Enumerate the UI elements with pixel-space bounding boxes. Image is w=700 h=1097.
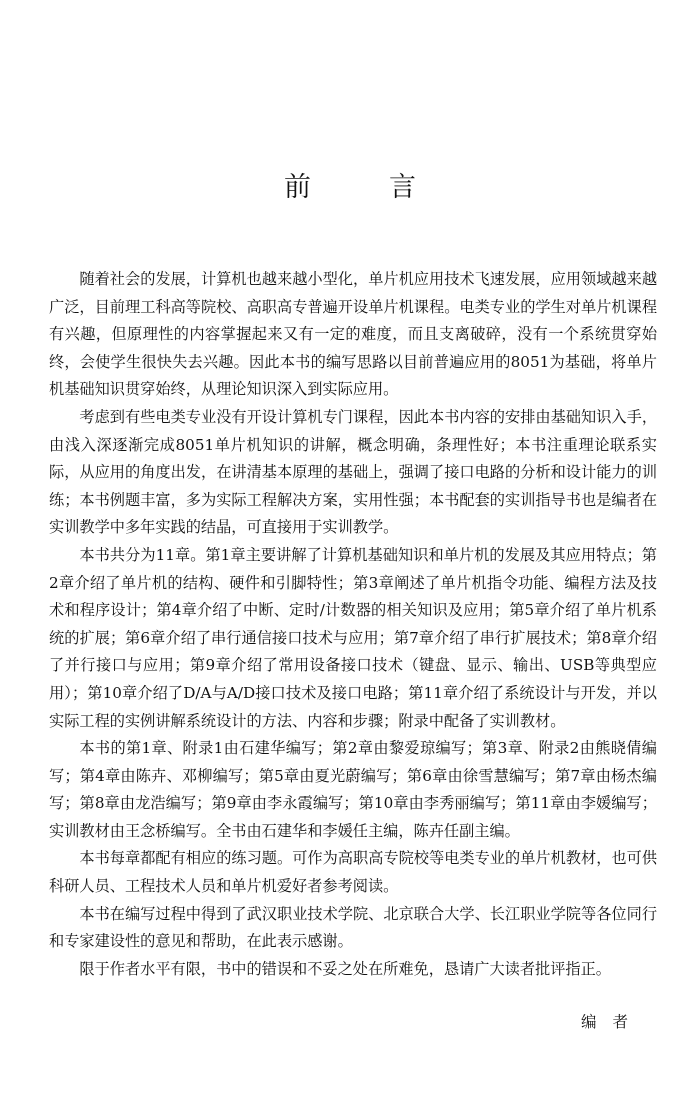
page-title: 前言 — [284, 172, 494, 203]
paragraph-5: 本书每章都配有相应的练习题。可作为高职高专院校等电类专业的单片机教材，也可供科研人员、工程技术人员和单片机爱好者参考阅读。 — [49, 849, 657, 896]
signature: 编者 — [580, 1013, 644, 1031]
paragraph-7: 限于作者水平有限，书中的错误和不妥之处在所难免，恳请广大读者批评指正。 — [79, 959, 611, 978]
preface-body — [49, 266, 657, 983]
paragraph-2: 考虑到有些电类专业没有开设计算机专门课程，因此本书内容的安排由基础知识入手，由浅入深逐渐完成8051单片机知识的讲解，概念明确，条理性好；本书注重理论联系实际，从应用的角度出发，在讲清基本原理的基础上，强调了接口电路的分析和设计能力的训练；本书例题丰富，多为实际工程解决方案，实用性强；本书配套的实训指导书也是编者在实训教学中多年实践的结晶，可直接用于实训教学。 — [49, 407, 657, 537]
paragraph-4: 本书的第1章、附录1由石建华编写；第2章由黎爱琼编写；第3章、附录2由熊晓倩编写；第4章由陈卉、邓柳编写；第5章由夏光蔚编写；第6章由徐雪慧编写；第7章由杨杰编写；第8章由龙浩编写；第9章由李永霞编写；第10章由李秀丽编写；第11章由李媛编写；实训教材由王念桥编写。全书由石建华和李媛任主编，陈卉任副主编。 — [49, 739, 657, 840]
paragraph-1: 随着社会的发展，计算机也越来越小型化，单片机应用技术飞速发展，应用领域越来越广泛，目前理工科高等院校、高职高专普遍开设单片机课程。电类专业的学生对单片机课程有兴趣，但原理性的内容掌握起来又有一定的难度，而且支离破碎，没有一个系统贯穿始终，会使学生很快失去兴趣。因此本书的编写思路以目前普遍应用的8051为基础，将单片机基础知识贯穿始终，从理论知识深入到实际应用。 — [49, 270, 657, 399]
paragraph-3: 本书共分为11章。第1章主要讲解了计算机基础知识和单片机的发展及其应用特点；第2章介绍了单片机的结构、硬件和引脚特性；第3章阐述了单片机指令功能、编程方法及技术和程序设计；第4章介绍了中断、定时/计数器的相关知识及应用；第5章介绍了单片机系统的扩展；第6章介绍了串行通信接口技术与应用；第7章介绍了串行扩展技术；第8章介绍了并行接口与应用；第9章介绍了常用设备接口技术（键盘、显示、输出、USB等典型应用）；第10章介绍了D/A与A/D接口技术及接口电路；第11章介绍了系统设计与开发，并以实际工程的实例讲解系统设计的方法、内容和步骤；附录中配备了实训教材。 — [49, 545, 657, 730]
paragraph-6: 本书在编写过程中得到了武汉职业技术学院、北京联合大学、长江职业学院等各位同行和专家建设性的意见和帮助，在此表示感谢。 — [49, 904, 657, 951]
